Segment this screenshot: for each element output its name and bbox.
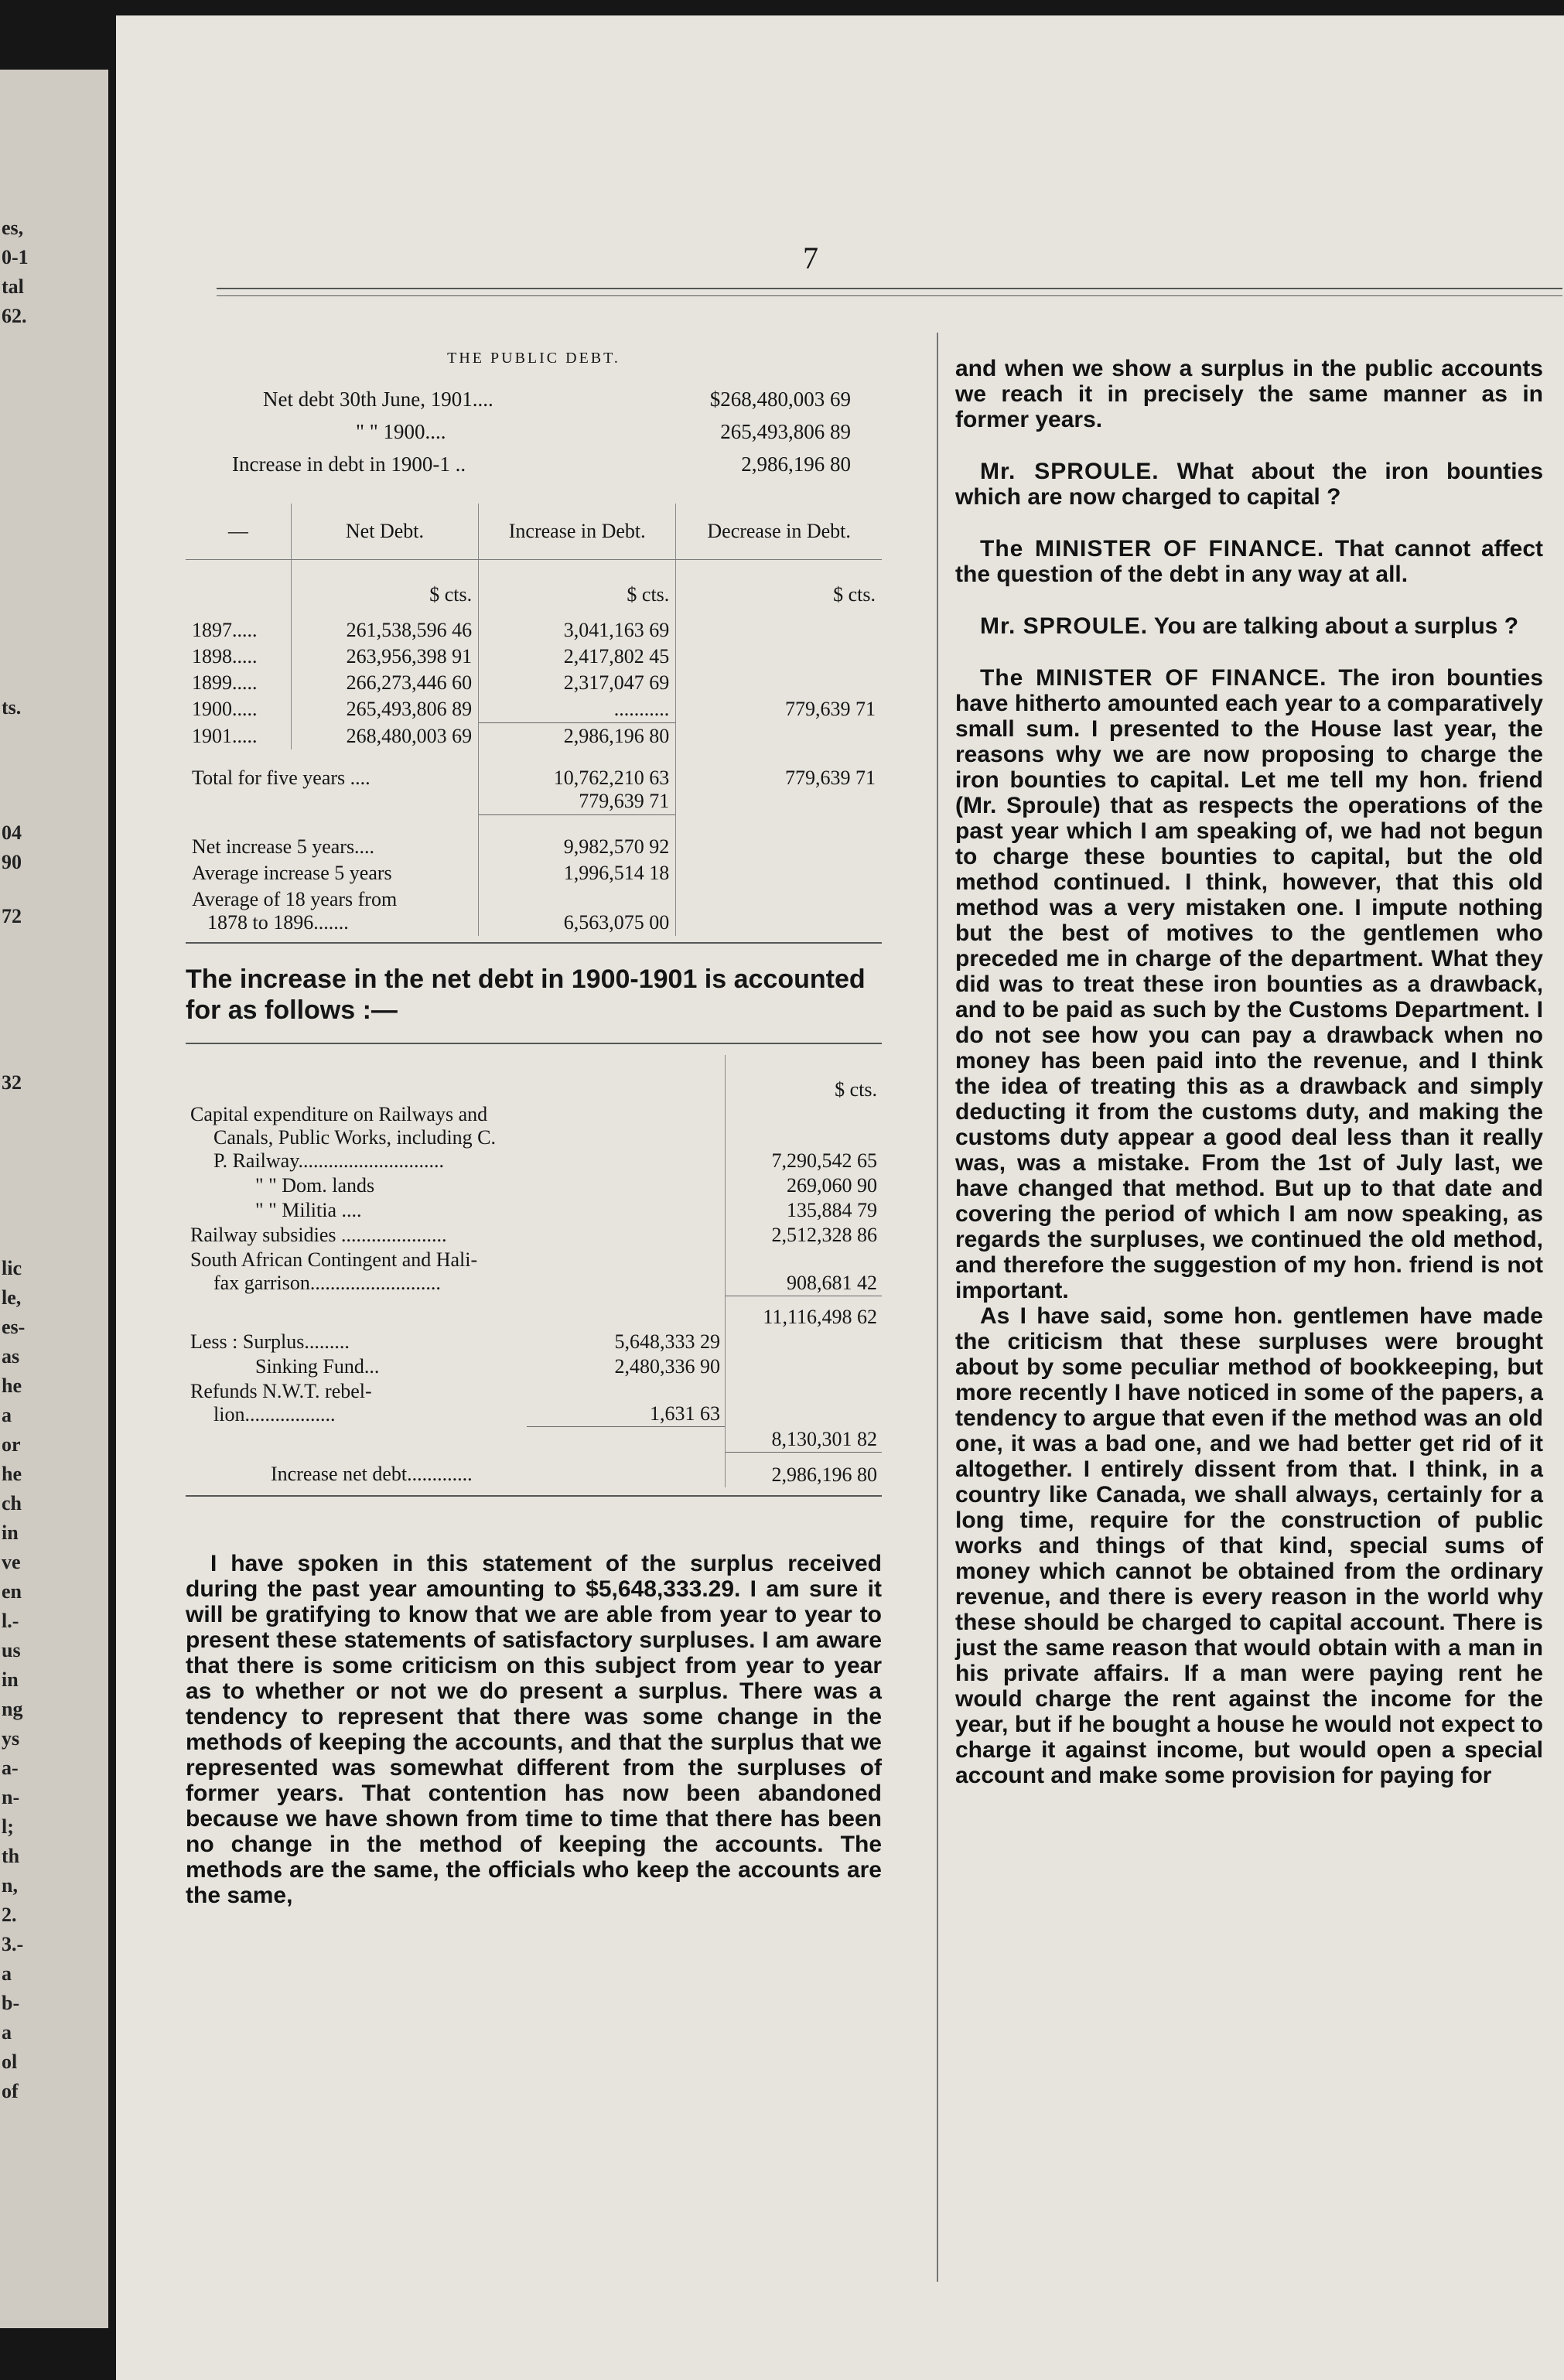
right-column — [955, 356, 1543, 1788]
decrease-cell — [676, 670, 882, 696]
previous-page-fragment: a — [2, 2021, 12, 2044]
accounted-heading: The increase in the net debt in 1900-1901 is accounted for as follows :— — [186, 965, 866, 1025]
decrease-cell — [676, 723, 882, 750]
increase-cell: 2,417,802 45 — [479, 644, 676, 670]
header-decrease: Decrease in Debt. — [676, 504, 882, 560]
surplus-row — [186, 1330, 882, 1354]
refunds-label-line1: Refunds N.W.T. rebel- — [190, 1379, 372, 1402]
total-label: Total for five years .... — [192, 767, 371, 789]
unit-decrease: $ cts. — [676, 560, 882, 618]
minister-reply-2 — [955, 665, 1543, 1303]
net-cell: 265,493,806 89 — [291, 696, 478, 723]
total-decrease: 779,639 71 — [676, 750, 882, 815]
header-net-debt: Net Debt. — [291, 504, 478, 560]
net-debt-1900-label: " " 1900.... — [356, 420, 446, 443]
previous-page-fragment: 3.- — [2, 1933, 24, 1955]
net-increase-expenditure-label: Increase net debt............. — [271, 1463, 473, 1485]
previous-page-fragment: es, — [2, 217, 24, 239]
previous-page-fragment: l.- — [2, 1610, 19, 1632]
table-row — [186, 670, 882, 696]
less-total-row — [186, 1427, 882, 1453]
capital-label-line3: P. Railway............................. — [213, 1149, 445, 1172]
avg18-value: 6,563,075 00 — [479, 886, 676, 936]
previous-page-fragment: en — [2, 1580, 22, 1603]
left-body-text — [186, 1551, 882, 1908]
increase-cell: 3,041,163 69 — [479, 617, 676, 644]
south-african-label-line2: fax garrison.......................... — [213, 1272, 441, 1294]
avg5-value: 1,996,514 18 — [479, 860, 676, 886]
capital-row — [186, 1102, 882, 1173]
increase-value: 2,986,196 80 — [741, 452, 851, 476]
previous-page-fragment: us — [2, 1639, 21, 1661]
railway-subsidies-label: Railway subsidies ..................... — [190, 1224, 447, 1246]
total-row — [186, 750, 882, 815]
previous-page-fragment: tal — [2, 275, 24, 298]
table-row — [186, 696, 882, 723]
previous-page-fragment: or — [2, 1433, 21, 1456]
speaker-minister: The MINISTER OF FINANCE. — [980, 536, 1325, 562]
year-cell: 1898..... — [192, 645, 258, 668]
minister-reply-1 — [955, 536, 1543, 587]
header-increase: Increase in Debt. — [479, 504, 676, 560]
net-increase-row — [186, 815, 882, 861]
refunds-label — [186, 1379, 527, 1427]
decrease-cell — [676, 617, 882, 644]
previous-page-fragment: ys — [2, 1727, 20, 1750]
previous-page-fragment: 0-1 — [2, 246, 29, 268]
increase-cell: ........... — [479, 696, 676, 723]
previous-page-fragment: n, — [2, 1874, 18, 1897]
avg18-row — [186, 886, 882, 936]
empty-cell — [726, 1379, 883, 1427]
page-number: 7 — [803, 241, 818, 275]
previous-page-fragment: lic — [2, 1257, 22, 1279]
increase-label: Increase in debt in 1900-1 .. — [232, 452, 466, 476]
previous-page-fragment: es- — [2, 1316, 26, 1338]
previous-page-fragment: a — [2, 1404, 12, 1426]
capital-label-line1: Capital expenditure on Railways and — [190, 1103, 488, 1125]
subtotal-row — [186, 1296, 882, 1330]
header-rule — [217, 288, 1562, 289]
decrease-cell: 779,639 71 — [676, 696, 882, 723]
expenditure-bottom-rule — [186, 1495, 882, 1497]
public-debt-title: THE PUBLIC DEBT. — [447, 350, 620, 367]
decrease-cell — [676, 644, 882, 670]
avg18-label-line1: Average of 18 years from — [192, 888, 398, 910]
debt-table-header — [186, 504, 882, 560]
net-increase-label: Net increase 5 years.... — [192, 835, 375, 858]
year-cell: 1900..... — [192, 698, 258, 720]
previous-page-fragment: 32 — [2, 1071, 22, 1094]
empty-cell — [186, 1427, 527, 1453]
dom-lands-value: 269,060 90 — [726, 1173, 883, 1198]
avg5-label: Average increase 5 years — [192, 862, 392, 884]
refunds-row — [186, 1379, 882, 1427]
unit-net: $ cts. — [291, 560, 478, 618]
year-cell: 1897..... — [192, 619, 258, 641]
previous-page-fragment: as — [2, 1345, 20, 1368]
table-row — [186, 723, 882, 750]
paragraph-continuation: and when we show a surplus in the public accounts we reach it in precisely the same manner as in former years. — [955, 356, 1543, 432]
net-cell: 268,480,003 69 — [291, 723, 478, 750]
speech-text: The iron bounties have hitherto amounted each year to a comparatively small sum. I presented to the House last year, the reasons why we are now proposing to charge the iron bounties to capital. Let me tell my hon. friend (Mr. Sproule) that as respects the operations of the past year which I am speaking of, we had not begun to charge these bounties to capital, but the old method continued. I think, however, that this old method was a very mistaken one. I impute nothing but the best of motives to the gentlemen who preceded me in charge of the department. What they did was to treat these iron bounties as a drawback, and to be paid as such by the Customs Department. I do not see how you can pay a drawback when no money has been paid into the revenue, and I think the idea of treating this as a drawback and simply deducting it from the customs duty, and making the customs duty appear a good deal less than it really was, was a mistake. From the 1st of July last, we have changed that method. But up to that date and covering the period of which I am now speaking, as regards the surpluses, we continued the old method, and therefore the suggestion of my hon. friend is not important. — [955, 665, 1543, 1303]
previous-page-fragment: a — [2, 1962, 12, 1985]
expenditure-top-rule — [186, 1043, 882, 1044]
previous-page-fragment: l; — [2, 1815, 14, 1838]
avg18-label-line2: 1878 to 1896....... — [207, 911, 349, 934]
empty-cell — [676, 815, 882, 861]
table-row — [186, 617, 882, 644]
units-row — [186, 560, 882, 618]
empty-cell — [186, 1055, 527, 1102]
total-increase-less: 779,639 71 — [579, 790, 670, 812]
south-african-value: 908,681 42 — [726, 1248, 883, 1296]
previous-page-fragment: 2. — [2, 1904, 17, 1926]
sinking-label: Sinking Fund... — [255, 1354, 380, 1378]
unit-year — [186, 560, 291, 618]
net-cell: 266,273,446 60 — [291, 670, 478, 696]
subtotal-value: 11,116,498 62 — [726, 1296, 883, 1330]
net-cell: 261,538,596 46 — [291, 617, 478, 644]
previous-page-fragment: ol — [2, 2050, 18, 2073]
previous-page-edge — [0, 70, 108, 2328]
previous-page-fragment: of — [2, 2080, 19, 2102]
increase-cell: 2,986,196 80 — [479, 723, 676, 750]
left-column — [186, 333, 882, 1908]
south-african-label-line1: South African Contingent and Hali- — [190, 1248, 478, 1271]
header-rule-thin — [217, 295, 1562, 296]
previous-page-fragment: th — [2, 1845, 20, 1867]
net-cell: 263,956,398 91 — [291, 644, 478, 670]
net-debt-1901-label: Net debt 30th June, 1901.... — [263, 388, 493, 411]
table-bottom-rule — [186, 942, 882, 944]
sproule-question-1 — [955, 459, 1543, 510]
empty-cell — [527, 1055, 725, 1102]
speech-text: What about the iron bounties which are now charged to capital ? — [955, 459, 1543, 510]
empty-cell — [527, 1427, 725, 1453]
sinking-value: 2,480,336 90 — [614, 1354, 720, 1378]
south-african-label — [186, 1248, 726, 1296]
document-page — [116, 15, 1564, 2380]
right-body-text — [955, 356, 1543, 1788]
previous-page-fragment: le, — [2, 1286, 22, 1309]
empty-cell — [676, 886, 882, 936]
surplus-paragraph: I have spoken in this statement of the surplus received during the past year amounting to $5,648,333.29. I am sure it will be gratifying to know that we are able from year to year to present these statements of satisfactory surpluses. I am aware that there is some criticism on this subject from year to year as to whether or not we do present a surplus. There was a tendency to represent that there was some change in the methods of keeping the accounts, and that the surplus that we represented was somewhat different from the surpluses of former years. That contention has now been abandoned because we have shown from time to time that there has been no change in the method of keeping the accounts. The methods are the same, the officials who keep the accounts are the same, — [186, 1550, 882, 1908]
speaker-sproule: Mr. SPROULE. — [980, 613, 1149, 639]
total-increase — [479, 750, 676, 815]
militia-row — [186, 1198, 882, 1223]
capital-label — [186, 1102, 726, 1173]
capital-label-line2: Canals, Public Works, including C. — [213, 1126, 497, 1149]
net-increase-expenditure-value: 2,986,196 80 — [726, 1452, 883, 1487]
dom-lands-row — [186, 1173, 882, 1198]
increase-line — [186, 448, 882, 480]
militia-label: " " Militia .... — [255, 1199, 362, 1221]
surplus-label: Less : Surplus......... — [190, 1330, 350, 1353]
previous-page-fragment: ch — [2, 1492, 22, 1514]
net-debt-1901-value: $268,480,003 69 — [709, 388, 851, 411]
previous-page-fragment: b- — [2, 1992, 20, 2014]
column-divider — [937, 333, 938, 2282]
previous-page-fragment: 62. — [2, 305, 27, 327]
total-increase-value: 10,762,210 63 — [553, 767, 670, 789]
previous-page-fragment: n- — [2, 1786, 20, 1808]
sproule-question-2 — [955, 613, 1543, 639]
railway-subsidies-row — [186, 1223, 882, 1248]
expenditure-units-row — [186, 1055, 882, 1102]
empty-cell — [726, 1354, 883, 1379]
dom-lands-label: " " Dom. lands — [255, 1174, 375, 1197]
net-increase-value: 9,982,570 92 — [479, 815, 676, 861]
less-total-value: 8,130,301 82 — [726, 1427, 883, 1453]
previous-page-fragment: ts. — [2, 696, 22, 719]
south-african-row — [186, 1248, 882, 1296]
net-debt-1900-line — [186, 415, 882, 448]
militia-value: 135,884 79 — [726, 1198, 883, 1223]
header-dash: — — [186, 504, 291, 560]
speech-text: That cannot affect the question of the debt in any way at all. — [955, 536, 1543, 587]
surplus-value: 5,648,333 29 — [614, 1330, 720, 1353]
net-increase-expenditure-row — [186, 1452, 882, 1487]
previous-page-fragment: 04 — [2, 821, 22, 844]
railway-subsidies-value: 2,512,328 86 — [726, 1223, 883, 1248]
increase-cell: 2,317,047 69 — [479, 670, 676, 696]
unit-increase: $ cts. — [479, 560, 676, 618]
empty-cell — [676, 860, 882, 886]
expenditure-table — [186, 1055, 882, 1487]
refunds-value: 1,631 63 — [650, 1402, 720, 1425]
previous-page-fragment: 72 — [2, 905, 22, 927]
expenditure-units: $ cts. — [726, 1055, 883, 1102]
avg18-label — [186, 886, 479, 936]
previous-page-fragment: in — [2, 1521, 19, 1544]
speaker-sproule: Mr. SPROULE. — [980, 459, 1159, 484]
capital-value: 7,290,542 65 — [726, 1102, 883, 1173]
criticism-paragraph: As I have said, some hon. gentlemen have made the criticism that these surpluses were brought about by some peculiar method of bookkeeping, but more recently I have noticed in some of the papers, a tendency to argue that even if the method was an old one, it was a bad one, and we had better get rid of it altogether. I entirely dissent from that. I think, in a country like Canada, we shall always, certainly for a long time, require for the construction of public works and things of that kind, special sums of money which cannot be obtained from the ordinary revenue, and there is every reason in the world why these should be charged to capital account. There is just the same reason that would obtain with a man in his private affairs. If a man were paying rent he would charge the rent against the income for the year, but if he bought a house he would not expect to charge it against income, but would open a special account and make some provision for paying for — [955, 1303, 1543, 1788]
debt-table — [186, 504, 882, 936]
empty-cell — [527, 1296, 725, 1330]
previous-page-fragment: he — [2, 1463, 22, 1485]
previous-page-fragment: in — [2, 1668, 19, 1691]
speech-text: You are talking about a surplus ? — [1153, 613, 1519, 639]
net-debt-1901-line — [186, 383, 882, 415]
net-debt-1900-value: 265,493,806 89 — [720, 420, 851, 443]
previous-page-fragment: a- — [2, 1757, 19, 1779]
speaker-minister: The MINISTER OF FINANCE. — [980, 665, 1327, 691]
empty-cell — [726, 1330, 883, 1354]
sinking-row — [186, 1354, 882, 1379]
table-row — [186, 644, 882, 670]
year-cell: 1901..... — [192, 724, 258, 747]
empty-cell — [186, 1296, 527, 1330]
avg5-row — [186, 860, 882, 886]
previous-page-fragment: he — [2, 1374, 22, 1397]
year-cell: 1899..... — [192, 671, 258, 694]
refunds-label-line2: lion.................. — [213, 1402, 336, 1426]
previous-page-fragment: 90 — [2, 851, 22, 873]
previous-page-fragment: ve — [2, 1551, 21, 1573]
previous-page-fragment: ng — [2, 1698, 23, 1720]
